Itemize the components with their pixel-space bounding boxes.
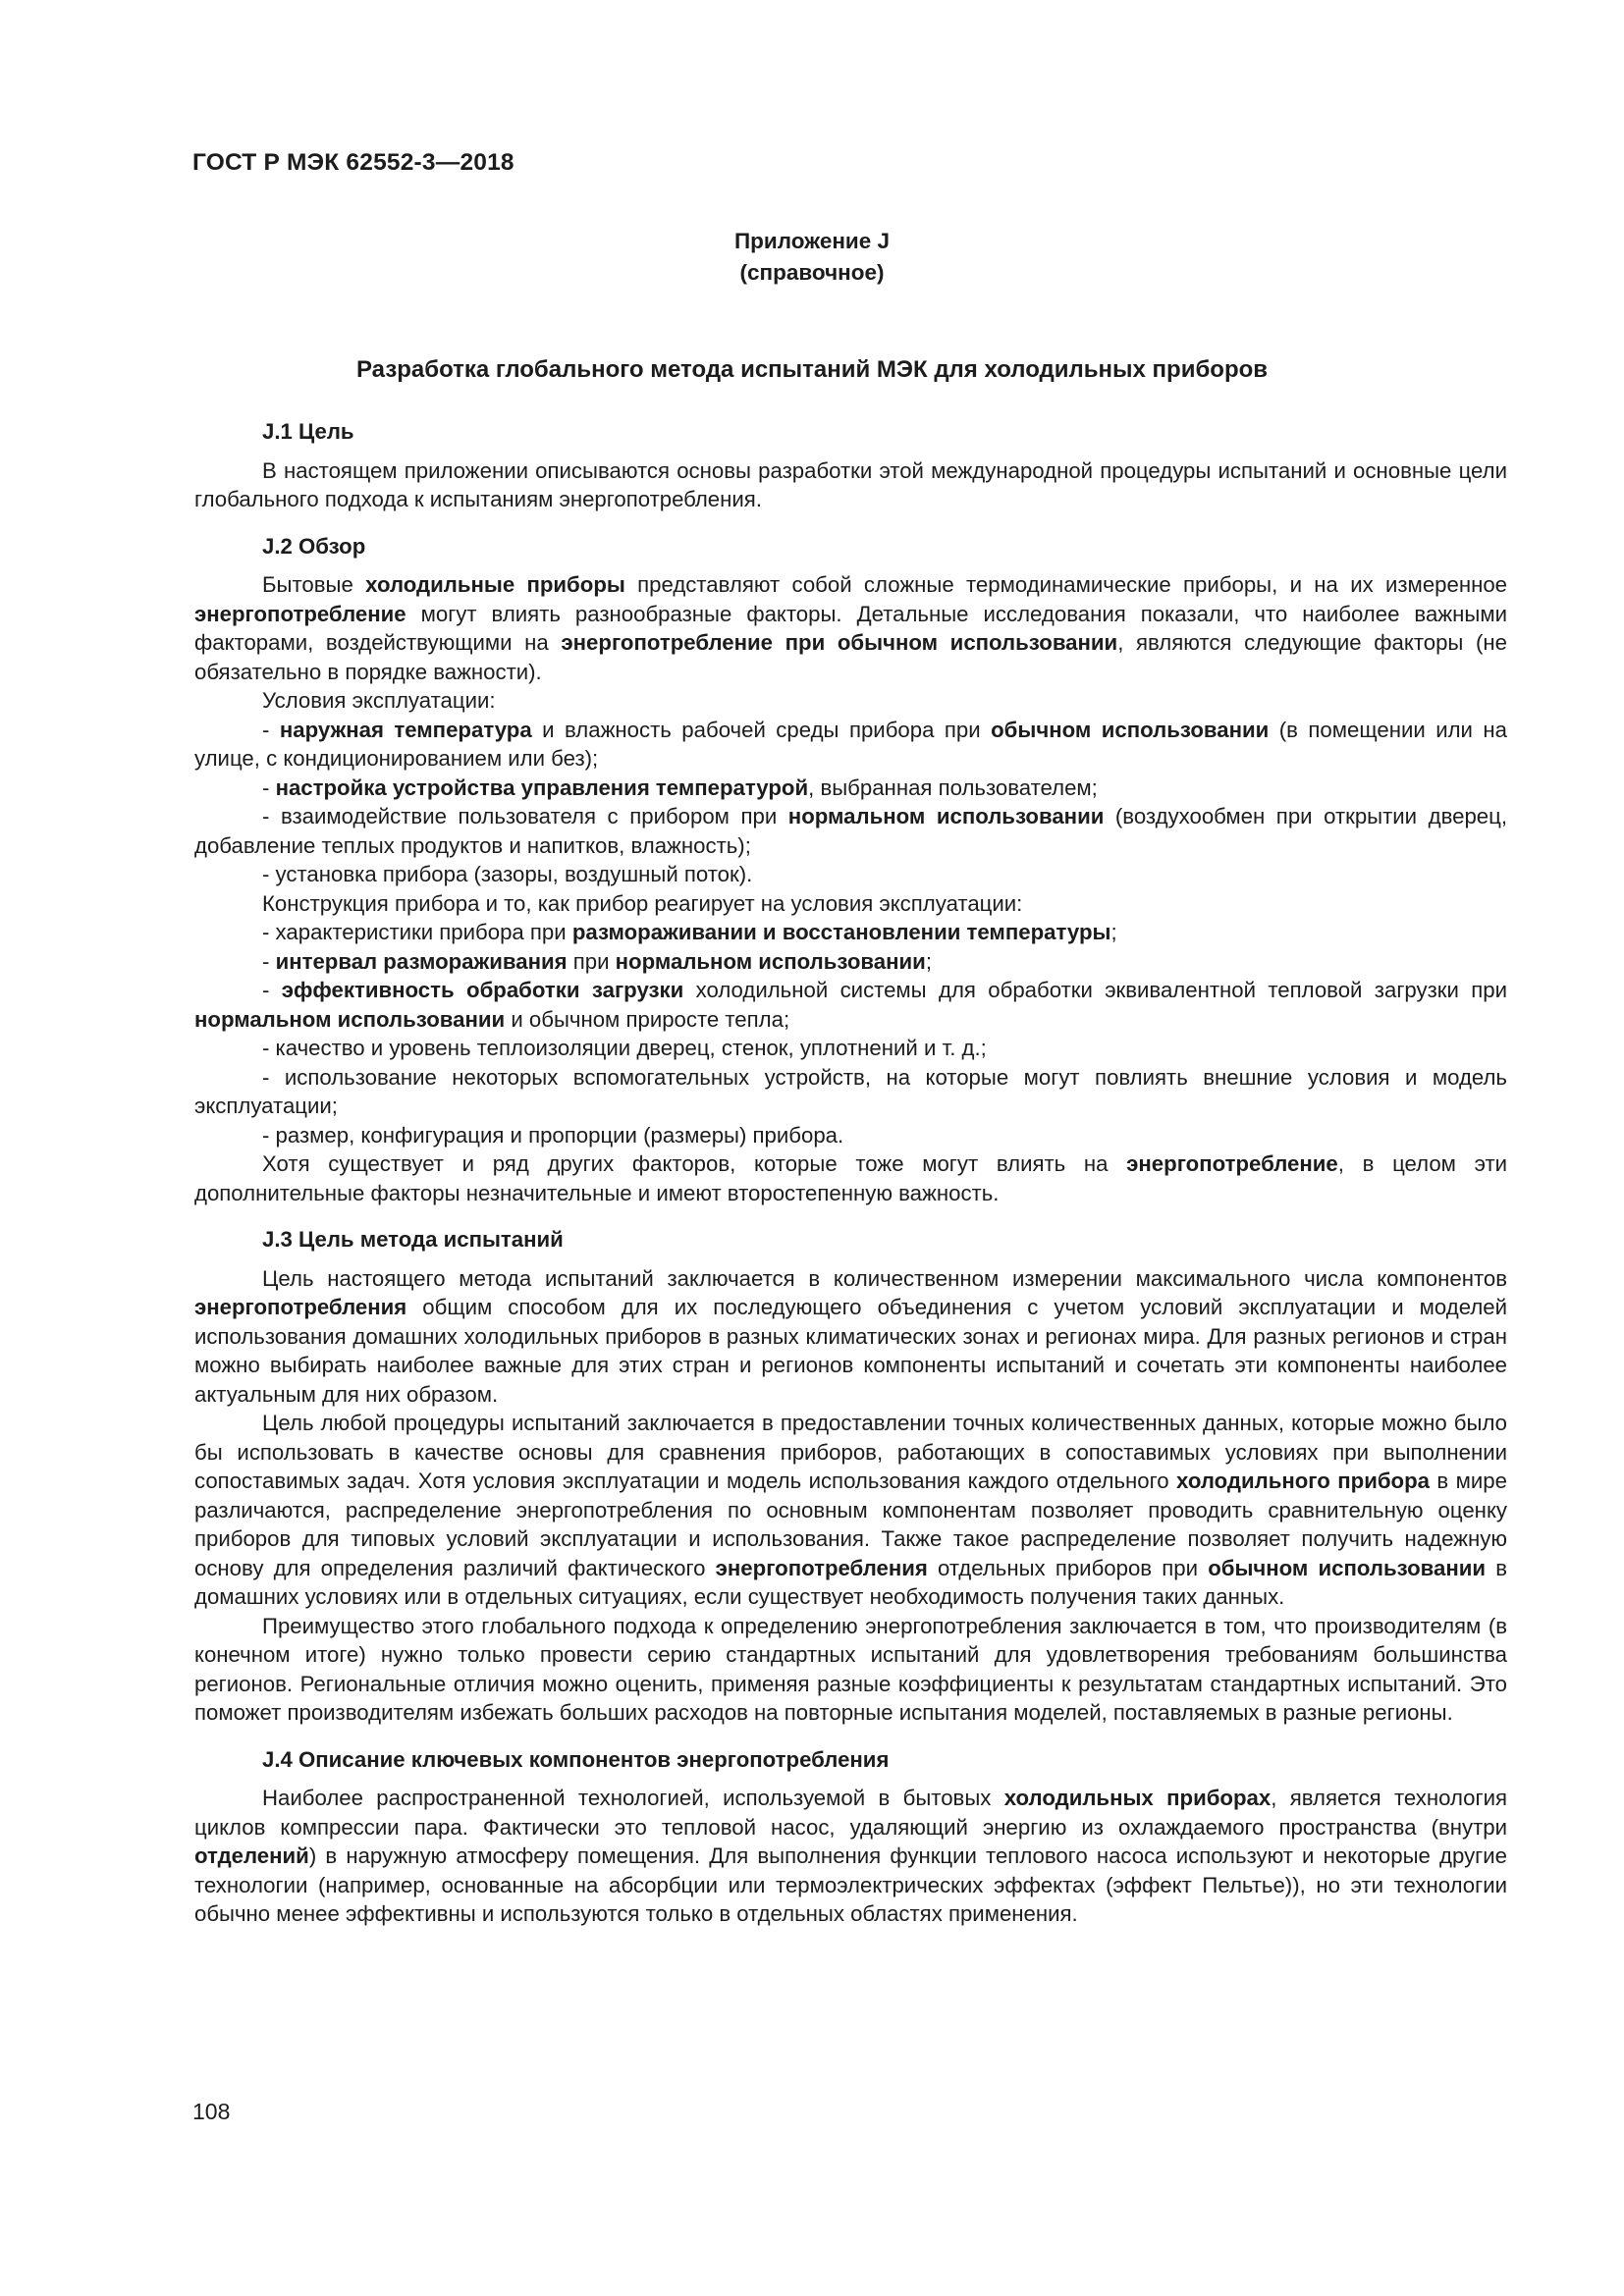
term-bold: обычном использовании <box>991 717 1270 742</box>
section-paragraph <box>194 1121 1507 1150</box>
term-bold: холодильных приборах <box>1003 1786 1272 1810</box>
section-paragraph <box>194 1034 1507 1063</box>
text-run: - качество и уровень теплоизоляции дверец, стенок, уплотнений и т. д.; <box>262 1036 987 1060</box>
term-bold: холодильного прибора <box>1176 1468 1430 1493</box>
section-paragraph <box>194 686 1507 716</box>
term-bold: настройка устройства управления температурой <box>275 774 809 800</box>
text-run: , в целом эти дополнительные факторы незначительные и имеют второстепенную важность. <box>194 1151 1507 1205</box>
text-run: в домашних условиях или в отдельных ситуациях, если существует необходимость получения таких данных. <box>194 1555 1508 1609</box>
section-paragraph <box>194 1612 1507 1728</box>
term-bold: наружная температура <box>279 717 532 742</box>
text-run: В настоящем приложении описываются основы разработки этой международной процедуры испытаний и основные цели глобального подхода к испытаниям энергопотребления. <box>194 457 1507 511</box>
term-bold: энергопотребление при обычном использовании <box>561 630 1118 655</box>
text-run: (в помещении или на улице, с кондиционированием или без); <box>194 717 1507 771</box>
section-heading: J.1 Цель <box>262 419 354 444</box>
text-run: представляют собой сложные термодинамические приборы, и на их измеренное <box>624 572 1508 597</box>
text-run: - взаимодействие пользователя с прибором при <box>262 804 788 828</box>
term-bold: холодильные приборы <box>365 572 625 597</box>
text-run: ) в наружную атмосферу помещения. Для выполнения функции теплового насоса используют и некоторые другие технологии (например, основанные на абсорбции или термоэлектрических эффектах (эффект Пельтье)), но эти технологии обычно менее эффективны и используются только в отдельных областях применения. <box>194 1843 1507 1926</box>
text-run: Бытовые <box>262 572 366 597</box>
appendix-type: (справочное) <box>739 260 885 285</box>
section-paragraph <box>194 570 1507 686</box>
text-run: Хотя существует и ряд других факторов, которые тоже могут влиять на <box>262 1151 1127 1176</box>
text-run: - использование некоторых вспомогательных устройств, на которые могут повлиять внешние условия и модель эксплуатации; <box>194 1064 1507 1118</box>
appendix-title: Приложение J <box>733 229 891 253</box>
term-bold: энергопотребление <box>1126 1151 1338 1176</box>
text-run: ; <box>925 948 932 974</box>
text-run: Конструкция прибора и то, как прибор реагирует на условия эксплуатации: <box>262 890 1023 916</box>
text-run: Цель любой процедуры испытаний заключается в предоставлении точных количественных данных, которые можно было бы использовать в качестве основы для сравнения приборов, работающих в сопоставимых условиях при выполнении сопоставимых задач. Хотя условия эксплуатации и модель использования каждого отдельного <box>194 1411 1507 1493</box>
document-title: Разработка глобального метода испытаний МЭК для холодильных приборов <box>355 356 1269 383</box>
text-run: Наиболее распространенной технологией, используемой в бытовых <box>262 1786 1004 1810</box>
text-run: и влажность рабочей среды прибора при <box>531 717 992 742</box>
text-run: - <box>262 948 276 974</box>
section-paragraph <box>194 1063 1507 1121</box>
term-bold: интервал размораживания <box>275 948 568 974</box>
section-paragraph <box>194 1264 1507 1410</box>
text-run: общим способом для их последующего объединения с учетом условий эксплуатации и моделей использования домашних холодильных приборов в разных климатических зонах и регионах мира. Для разных регионов и стран можно выбирать наиболее важные для этих стран и регионов компоненты испытаний и сочетать эти компоненты наиболее актуальным для них образом. <box>194 1295 1507 1407</box>
section-paragraph <box>194 918 1507 947</box>
term-bold: отделений <box>194 1843 309 1868</box>
term-bold: нормальном использовании <box>194 1006 506 1032</box>
text-run: Преимущество этого глобального подхода к определению энергопотребления заключается в том, что производителям (в конечном итоге) нужно только провести серию стандартных испытаний для удовлетворения требованиям большинства регионов. Региональные отличия можно оценить, применяя разные коэффициенты к результатам стандартных испытаний. Это поможет производителям избежать больших расходов на повторные испытания моделей, поставляемых в разные регионы. <box>194 1613 1507 1725</box>
page-number: 108 <box>192 2099 231 2124</box>
text-run: при <box>567 948 616 974</box>
term-bold: энергопотребления <box>194 1295 407 1319</box>
text-run: (воздухообмен при открытии дверец, добавление теплых продуктов и напитков, влажность); <box>194 804 1507 858</box>
section-paragraph <box>194 774 1507 803</box>
text-run: холодильной системы для обработки эквивалентной тепловой загрузки при <box>683 978 1507 1002</box>
text-run: могут влиять разнообразные факторы. Детальные исследования показали, что наиболее важными факторами, воздействующими на <box>194 601 1507 655</box>
term-bold: размораживании и восстановлении температуры <box>571 920 1111 944</box>
term-bold: нормальном использовании <box>787 804 1105 828</box>
text-run: , являются следующие факторы (не обязательно в порядке важности). <box>194 630 1507 684</box>
term-bold: эффективность обработки загрузки <box>281 978 684 1002</box>
text-run: Цель настоящего метода испытаний заключается в количественном измерении максимального числа компонентов <box>262 1265 1507 1291</box>
section-paragraph <box>194 889 1507 919</box>
section-paragraph <box>194 802 1507 860</box>
text-run: - размер, конфигурация и пропорции (размеры) прибора. <box>262 1122 844 1148</box>
term-bold: энергопотребления <box>715 1555 928 1580</box>
section-heading: J.4 Описание ключевых компонентов энергопотребления <box>262 1746 890 1772</box>
text-run: - <box>262 717 280 742</box>
document-body <box>194 417 1507 1929</box>
text-run: Условия эксплуатации: <box>262 688 496 713</box>
section-paragraph <box>194 976 1507 1034</box>
section-paragraph <box>194 456 1507 514</box>
section-paragraph <box>194 1149 1507 1207</box>
section-paragraph <box>194 1409 1507 1612</box>
document-header: ГОСТ Р МЭК 62552-3—2018 <box>192 149 514 176</box>
section-paragraph <box>194 947 1507 977</box>
term-bold: обычном использовании <box>1208 1555 1487 1580</box>
text-run: отдельных приборов при <box>927 1555 1209 1580</box>
term-bold: нормальном использовании <box>615 948 926 974</box>
text-run: , выбранная пользователем; <box>808 774 1098 800</box>
term-bold: энергопотребление <box>194 601 406 626</box>
section-paragraph <box>194 1784 1507 1929</box>
text-run: в мире различаются, распределение энергопотребления по основным компонентам позволяет проводить сравнительную оценку приборов для типовых условий эксплуатации и использования. Также такое распределение позволяет получить надежную основу для определения различий фактического <box>194 1468 1507 1580</box>
section-heading: J.2 Обзор <box>262 533 366 559</box>
section-paragraph <box>194 860 1507 889</box>
text-run: - <box>262 978 282 1002</box>
text-run: - характеристики прибора при <box>262 920 572 944</box>
text-run: и обычном приросте тепла; <box>505 1006 790 1032</box>
section-heading: J.3 Цель метода испытаний <box>262 1227 564 1252</box>
text-run: - <box>262 774 276 800</box>
section-paragraph <box>194 716 1507 774</box>
text-run: , является технология циклов компрессии пара. Фактически это тепловой насос, удаляющий энергию из охлаждаемого пространства (внутри <box>194 1786 1507 1840</box>
text-run: - установка прибора (зазоры, воздушный поток). <box>262 862 753 886</box>
text-run: ; <box>1110 920 1117 944</box>
